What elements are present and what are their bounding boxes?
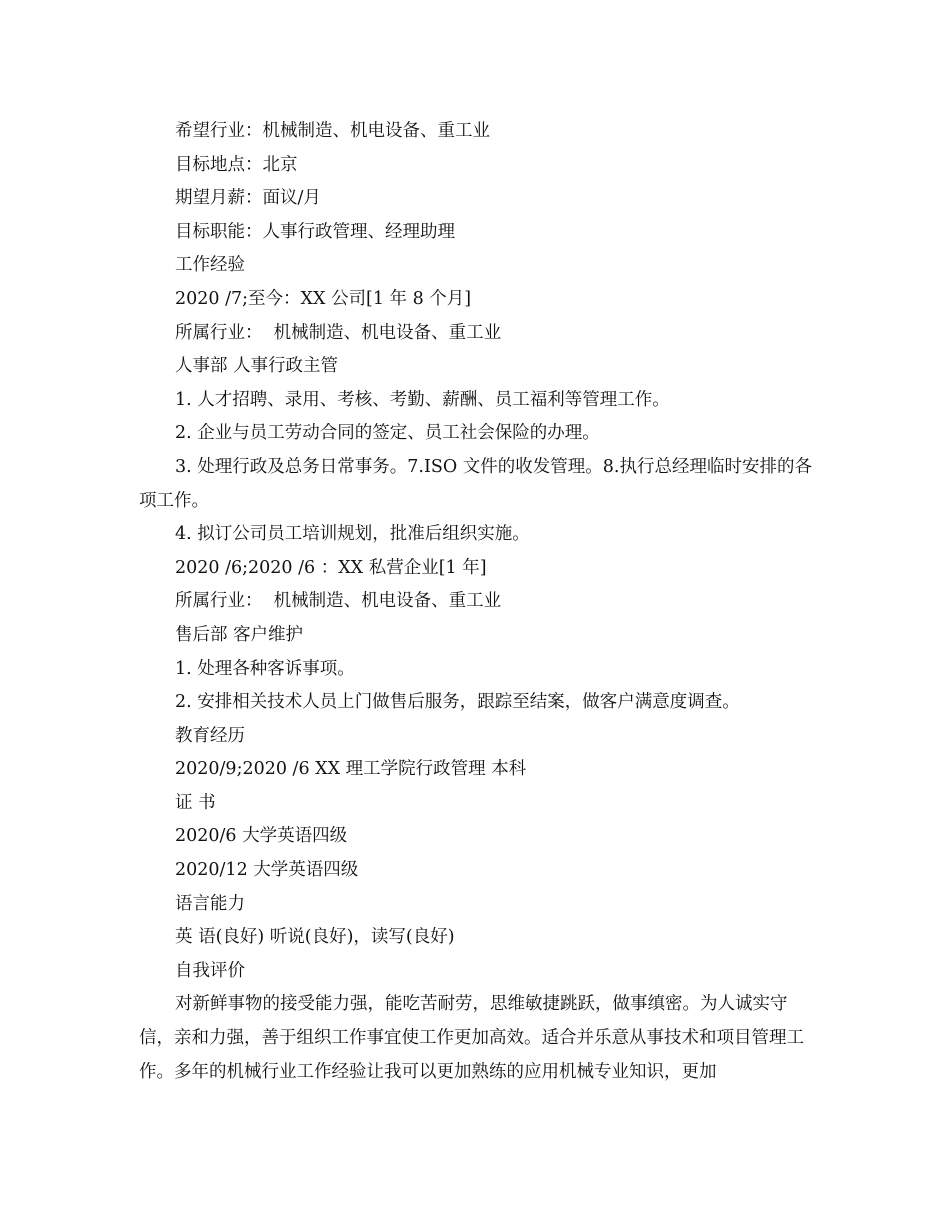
- job-1-duty-4: 4. 拟订公司员工培训规划，批准后组织实施。: [175, 524, 530, 545]
- certificate-entry-1: 2020/6 大学英语四级: [175, 826, 348, 847]
- job-2-duty-1: 1. 处理各种客诉事项。: [175, 658, 355, 679]
- certificate-entry-2: 2020/12 大学英语四级: [175, 860, 359, 881]
- section-heading-work-experience: 工作经验: [175, 255, 245, 276]
- job-2-department-title: 售后部 客户维护: [175, 624, 304, 645]
- desired-industry: 希望行业：机械制造、机电设备、重工业: [175, 121, 490, 141]
- self-evaluation-text: 对新鲜事物的接受能力强，能吃苦耐劳，思维敏捷跳跃，做事缜密。为人诚实守信，亲和力强，善于组织工作事宜使工作更加高效。适合并乐意从事技术和项目管理工作。多年的机械行业工作经验让我可以更加熟练的应用机械专业知识，更加: [139, 994, 804, 1082]
- section-heading-self-evaluation: 自我评价: [175, 960, 245, 981]
- section-heading-certificates: 证 书: [175, 792, 216, 813]
- job-2-industry: 所属行业： 机械制造、机电设备、重工业: [175, 591, 502, 612]
- education-entry: 2020/9;2020 /6 XX 理工学院行政管理 本科: [175, 759, 527, 780]
- section-heading-education: 教育经历: [175, 725, 245, 746]
- job-1-duty-2: 2. 企业与员工劳动合同的签定、员工社会保险的办理。: [175, 423, 600, 444]
- job-1-duty-1: 1. 人才招聘、录用、考核、考勤、薪酬、员工福利等管理工作。: [175, 389, 670, 410]
- target-location: 目标地点：北京: [175, 154, 298, 175]
- resume-body: [139, 115, 819, 1089]
- target-function: 目标职能：人事行政管理、经理助理: [175, 221, 455, 242]
- job-2-duty-2: 2. 安排相关技术人员上门做售后服务，跟踪至结案，做客户满意度调查。: [175, 692, 740, 713]
- language-entry: 英 语(良好) 听说(良好)，读写(良好): [175, 927, 455, 948]
- job-1-period: 2020 /7;至今：XX 公司[1 年 8 个月]: [175, 288, 472, 309]
- expected-salary: 期望月薪：面议/月: [175, 188, 321, 209]
- job-1-industry: 所属行业： 机械制造、机电设备、重工业: [175, 322, 502, 343]
- job-1-duty-3: 3. 处理行政及总务日常事务。7.ISO 文件的收发管理。8.执行总经理临时安排的各项工作。: [139, 456, 812, 511]
- job-1-department-title: 人事部 人事行政主管: [175, 356, 339, 377]
- section-heading-language: 语言能力: [175, 893, 245, 914]
- job-2-period: 2020 /6;2020 /6 ：XX 私营企业[1 年]: [175, 557, 487, 578]
